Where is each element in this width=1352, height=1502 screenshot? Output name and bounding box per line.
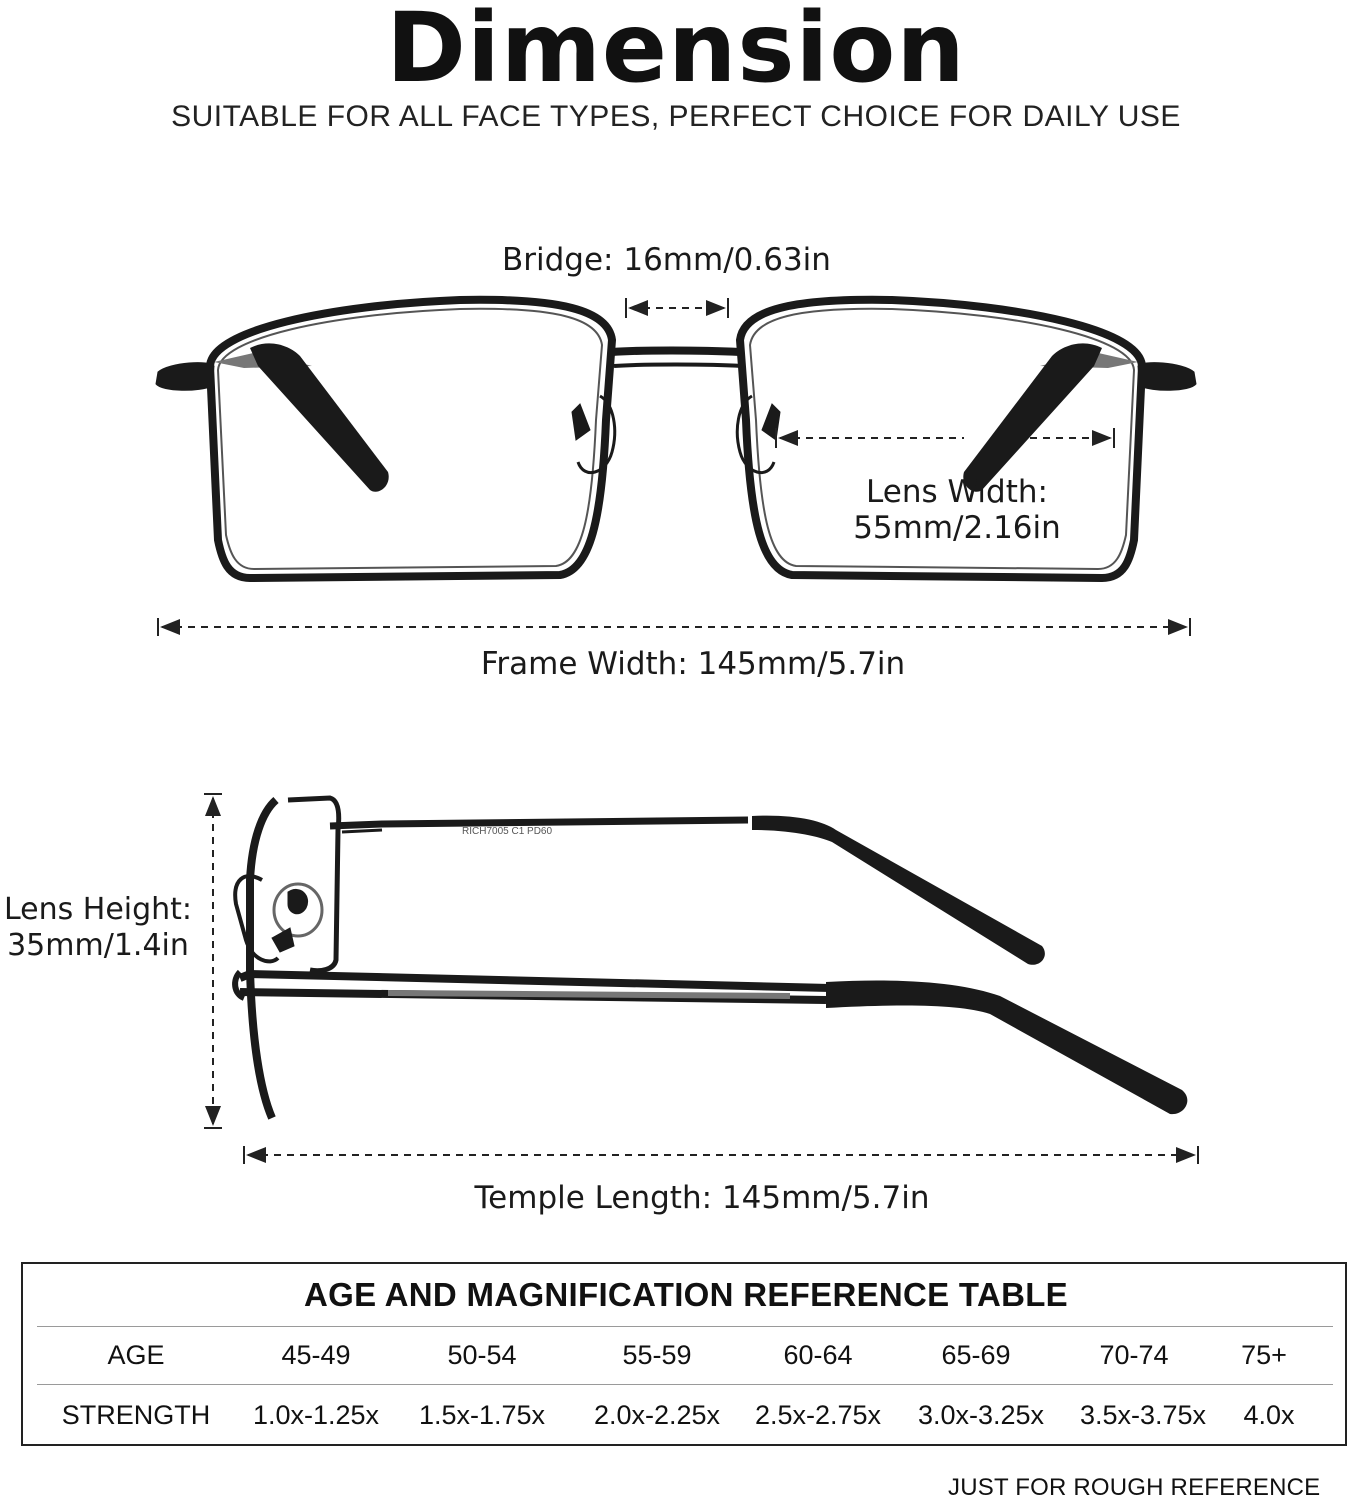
lens-width-label-line1: Lens Width: xyxy=(866,474,1048,510)
lens-height-label xyxy=(0,892,196,964)
table-cell: 60-64 xyxy=(783,1340,853,1370)
table-cell: 50-54 xyxy=(447,1340,517,1370)
temple-length-label: Temple Length: 145mm/5.7in xyxy=(474,1180,930,1216)
lens-width-dimension xyxy=(776,428,1114,448)
side-view-glasses xyxy=(235,798,1187,1118)
table-cell: 70-74 xyxy=(1099,1340,1169,1370)
temple-engraving: RICH7005 C1 PD60 xyxy=(462,826,553,837)
page-subtitle: SUITABLE FOR ALL FACE TYPES, PERFECT CHOICE FOR DAILY USE xyxy=(171,100,1181,133)
temple-length-dimension xyxy=(244,1146,1198,1164)
lens-height-label-line2: 35mm/1.4in xyxy=(7,928,189,963)
frame-width-dimension xyxy=(158,618,1190,636)
table-cell: 75+ xyxy=(1241,1340,1287,1370)
table-cell: 55-59 xyxy=(622,1340,692,1370)
table-divider xyxy=(37,1384,1333,1385)
row-label-age: AGE xyxy=(107,1340,165,1370)
page-title: Dimension xyxy=(386,0,966,104)
table-cell: 1.5x-1.75x xyxy=(418,1400,546,1430)
table-cell: 2.5x-2.75x xyxy=(754,1400,882,1430)
table-cell: 3.5x-3.75x xyxy=(1079,1400,1207,1430)
frame-width-label: Frame Width: 145mm/5.7in xyxy=(480,646,906,682)
lens-height-label-line1: Lens Height: xyxy=(3,892,193,927)
lens-height-dimension xyxy=(204,794,222,1128)
table-title: AGE AND MAGNIFICATION REFERENCE TABLE xyxy=(304,1276,1068,1313)
table-cell: 45-49 xyxy=(281,1340,351,1370)
footnote: JUST FOR ROUGH REFERENCE xyxy=(948,1474,1321,1501)
table-cell: 4.0x xyxy=(1243,1400,1295,1430)
table-divider xyxy=(37,1326,1333,1327)
reference-table xyxy=(21,1262,1347,1446)
table-cell: 2.0x-2.25x xyxy=(593,1400,721,1430)
lens-width-label xyxy=(832,474,1082,546)
table-cell: 65-69 xyxy=(941,1340,1011,1370)
table-cell: 3.0x-3.25x xyxy=(917,1400,1045,1430)
table-cell: 1.0x-1.25x xyxy=(252,1400,380,1430)
row-label-strength: STRENGTH xyxy=(61,1400,211,1430)
lens-width-label-line2: 55mm/2.16in xyxy=(853,510,1061,546)
bridge-dimension xyxy=(626,298,728,318)
bridge-label: Bridge: 16mm/0.63in xyxy=(502,242,831,278)
